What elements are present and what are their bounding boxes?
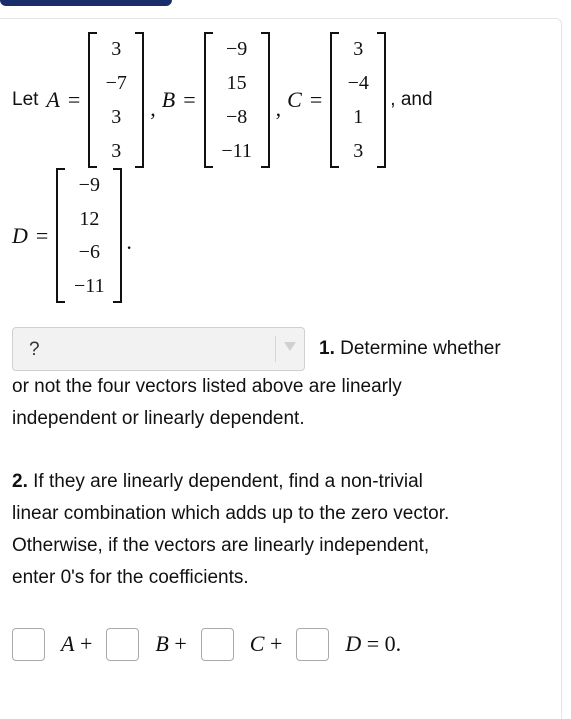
vector-d-entry: −6 [78,241,100,264]
vector-c-entry: 3 [353,38,364,60]
vector-d-entry: 12 [79,207,100,230]
coefficient-a-input[interactable] [12,628,45,661]
equals-sign: = [35,222,49,248]
coefficient-b-input[interactable] [106,628,139,661]
vector-a-matrix [88,32,144,168]
vector-b-entry: −9 [226,38,248,60]
vector-b-entry: −8 [226,106,248,128]
let-label: Let [12,89,39,110]
linear-combination-row [12,624,415,664]
and-label: , and [390,89,433,110]
period: . [126,228,132,254]
vector-d-entry: −11 [74,275,105,298]
equals-sign: = [67,87,81,112]
vector-b-matrix [204,32,270,168]
equals-sign: = [183,87,196,112]
question-2-text: If they are linearly dependent, find a non-trivial [33,471,423,492]
vector-a-entry: 3 [111,106,122,128]
chevron-down-icon[interactable] [284,342,296,351]
question-2-line: linear combination which adds up to the zero vector. [12,503,450,524]
coefficient-d-input[interactable] [296,628,329,661]
question-2-first-line [12,466,423,498]
dependence-select[interactable] [12,327,305,371]
vector-c-entry: 3 [353,140,364,162]
question-1-number: 1. [319,338,335,359]
vector-b-entry: −11 [221,140,252,162]
question-1-text: Determine whether [340,338,501,359]
select-divider [275,336,276,362]
question-2-number: 2. [12,471,28,492]
vector-d-symbol: D [12,222,28,248]
equals-sign: = [309,87,323,112]
vector-c-entry: 1 [353,106,364,128]
term-b: B + [155,631,187,656]
select-value: ? [29,339,40,360]
vector-a-entry: −7 [105,72,127,94]
vector-d-matrix [56,168,122,303]
vector-definitions-row [12,32,433,168]
question-1-first-line [319,333,501,365]
vector-a-entry: 3 [111,140,122,162]
term-c: C + [249,631,283,656]
comma: , [275,96,282,121]
vector-a-symbol: A [46,87,60,112]
vector-b-entry: 15 [226,72,247,94]
vector-c-symbol: C [287,87,302,112]
vector-c-matrix [330,32,386,168]
vector-a-entry: 3 [111,38,122,60]
question-2-line: Otherwise, if the vectors are linearly independent, [12,535,430,556]
comma: , [150,96,156,121]
question-2-line: enter 0's for the coefficients. [12,567,249,588]
vector-d-row [12,168,132,303]
top-accent-bar [0,0,172,6]
vector-b-symbol: B [161,87,176,112]
vector-d-entry: −9 [78,173,100,196]
question-1-line: independent or linearly dependent. [12,408,305,429]
term-d: D = 0. [345,631,402,656]
term-a: A + [61,631,93,656]
vector-c-entry: −4 [347,72,369,94]
question-1-line: or not the four vectors listed above are linearly [12,376,402,397]
coefficient-c-input[interactable] [201,628,234,661]
